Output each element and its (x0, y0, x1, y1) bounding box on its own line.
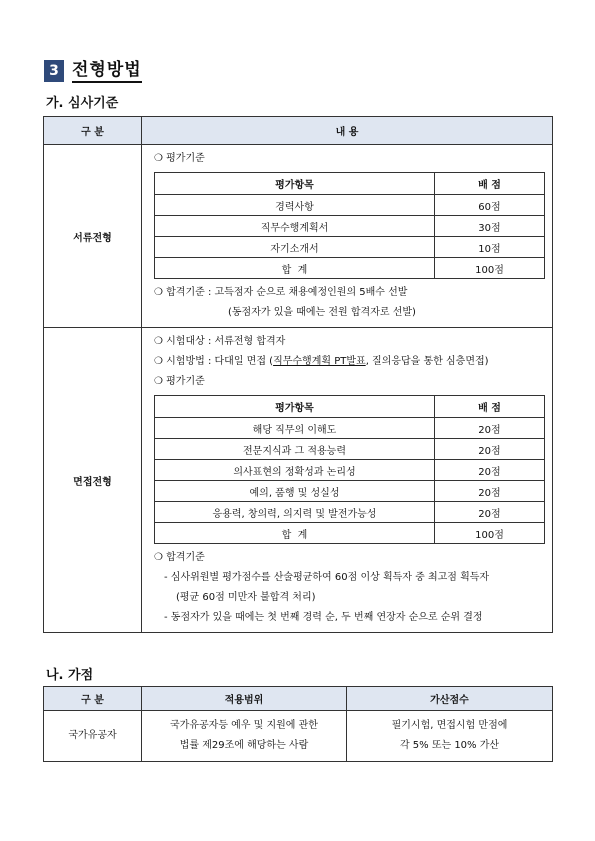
interview-row (44, 328, 553, 633)
table-row (44, 711, 553, 762)
pass-criteria-line1: ❍ 합격기준 : 고득점자 순으로 채용예정인원의 5배수 선발 (154, 287, 408, 298)
table-header-row (44, 117, 553, 145)
section-title: 전형방법 (72, 59, 142, 83)
score-item: 의사표현의 정확성과 논리성 (155, 460, 435, 481)
score-value: 20점 (435, 481, 545, 502)
table-row (155, 237, 545, 258)
pass-criteria-line2: (동점자가 있을 때에는 전원 합격자로 선발) (228, 307, 416, 318)
interview-content (142, 328, 553, 633)
header-points: 가산점수 (347, 687, 553, 711)
document-screening-label: 서류전형 (44, 145, 142, 328)
criteria-title: ❍ 평가기준 (154, 153, 205, 164)
bonus-scope-line1: 국가유공자등 예우 및 지원에 관한 (170, 720, 318, 731)
inner-header-row (155, 173, 545, 195)
bonus-points-line1: 필기시험, 면접시험 만점에 (391, 720, 508, 731)
bonus-category: 국가유공자 (44, 711, 142, 762)
table-row (155, 502, 545, 523)
subheading-review-criteria: 가. 심사기준 (46, 96, 119, 111)
score-value: 100점 (435, 258, 545, 279)
exam-method (154, 352, 544, 372)
exam-method-suffix: , 질의응답을 통한 심층면접) (365, 356, 489, 367)
header-content: 내 용 (142, 117, 553, 145)
document-screening-row (44, 145, 553, 328)
table-row (155, 216, 545, 237)
inner-header-score: 배 점 (435, 396, 545, 418)
bonus-points-line2: 각 5% 또는 10% 가산 (399, 740, 500, 751)
header-category: 구 분 (44, 687, 142, 711)
table-row (155, 418, 545, 439)
score-item: 합 계 (155, 258, 435, 279)
section-number: 3 (44, 60, 64, 82)
score-value: 20점 (435, 460, 545, 481)
score-item: 응용력, 창의력, 의지력 및 발전가능성 (155, 502, 435, 523)
bonus-scope (142, 711, 347, 762)
exam-method-underlined: 직무수행계획 PT발표 (273, 356, 366, 367)
criteria-title: ❍ 평가기준 (154, 376, 205, 387)
pass-criteria-line2: (평균 60점 미만자 불합격 처리) (176, 592, 316, 603)
table-row (155, 523, 545, 544)
document-screening-content (142, 145, 553, 328)
exam-method-prefix: ❍ 시험방법 : 다대일 면접 ( (154, 356, 274, 367)
exam-target: ❍ 시험대상 : 서류전형 합격자 (154, 336, 286, 347)
document-score-table (154, 172, 545, 279)
header-category: 구 분 (44, 117, 142, 145)
pass-criteria-line1: - 심사위원별 평가점수를 산술평균하여 60점 이상 획득자 중 최고점 획득자 (164, 572, 490, 583)
table-header-row (44, 687, 553, 711)
bonus-points-table (43, 686, 553, 762)
section-heading (44, 58, 142, 84)
interview-label: 면접전형 (44, 328, 142, 633)
table-row (155, 195, 545, 216)
score-item: 합 계 (155, 523, 435, 544)
bonus-points (347, 711, 553, 762)
score-value: 100점 (435, 523, 545, 544)
table-row (155, 460, 545, 481)
score-item: 전문지식과 그 적용능력 (155, 439, 435, 460)
inner-header-item: 평가항목 (155, 396, 435, 418)
inner-header-score: 배 점 (435, 173, 545, 195)
inner-header-item: 평가항목 (155, 173, 435, 195)
table-row (155, 481, 545, 502)
inner-header-row (155, 396, 545, 418)
score-item: 직무수행계획서 (155, 216, 435, 237)
pass-criteria-line3: - 동점자가 있을 때에는 첫 번째 경력 순, 두 번째 연장자 순으로 순위 결정 (164, 612, 483, 623)
score-item: 경력사항 (155, 195, 435, 216)
interview-score-table (154, 395, 545, 544)
score-value: 60점 (435, 195, 545, 216)
score-value: 20점 (435, 439, 545, 460)
review-criteria-table (43, 116, 553, 633)
score-item: 자기소개서 (155, 237, 435, 258)
score-value: 30점 (435, 216, 545, 237)
bonus-scope-line2: 법률 제29조에 해당하는 사람 (179, 740, 309, 751)
table-row (155, 258, 545, 279)
score-value: 20점 (435, 418, 545, 439)
table-row (155, 439, 545, 460)
header-scope: 적용범위 (142, 687, 347, 711)
score-item: 예의, 품행 및 성실성 (155, 481, 435, 502)
subheading-bonus-points: 나. 가점 (46, 668, 94, 683)
score-item: 해당 직무의 이해도 (155, 418, 435, 439)
score-value: 20점 (435, 502, 545, 523)
score-value: 10점 (435, 237, 545, 258)
pass-criteria-title: ❍ 합격기준 (154, 552, 205, 563)
